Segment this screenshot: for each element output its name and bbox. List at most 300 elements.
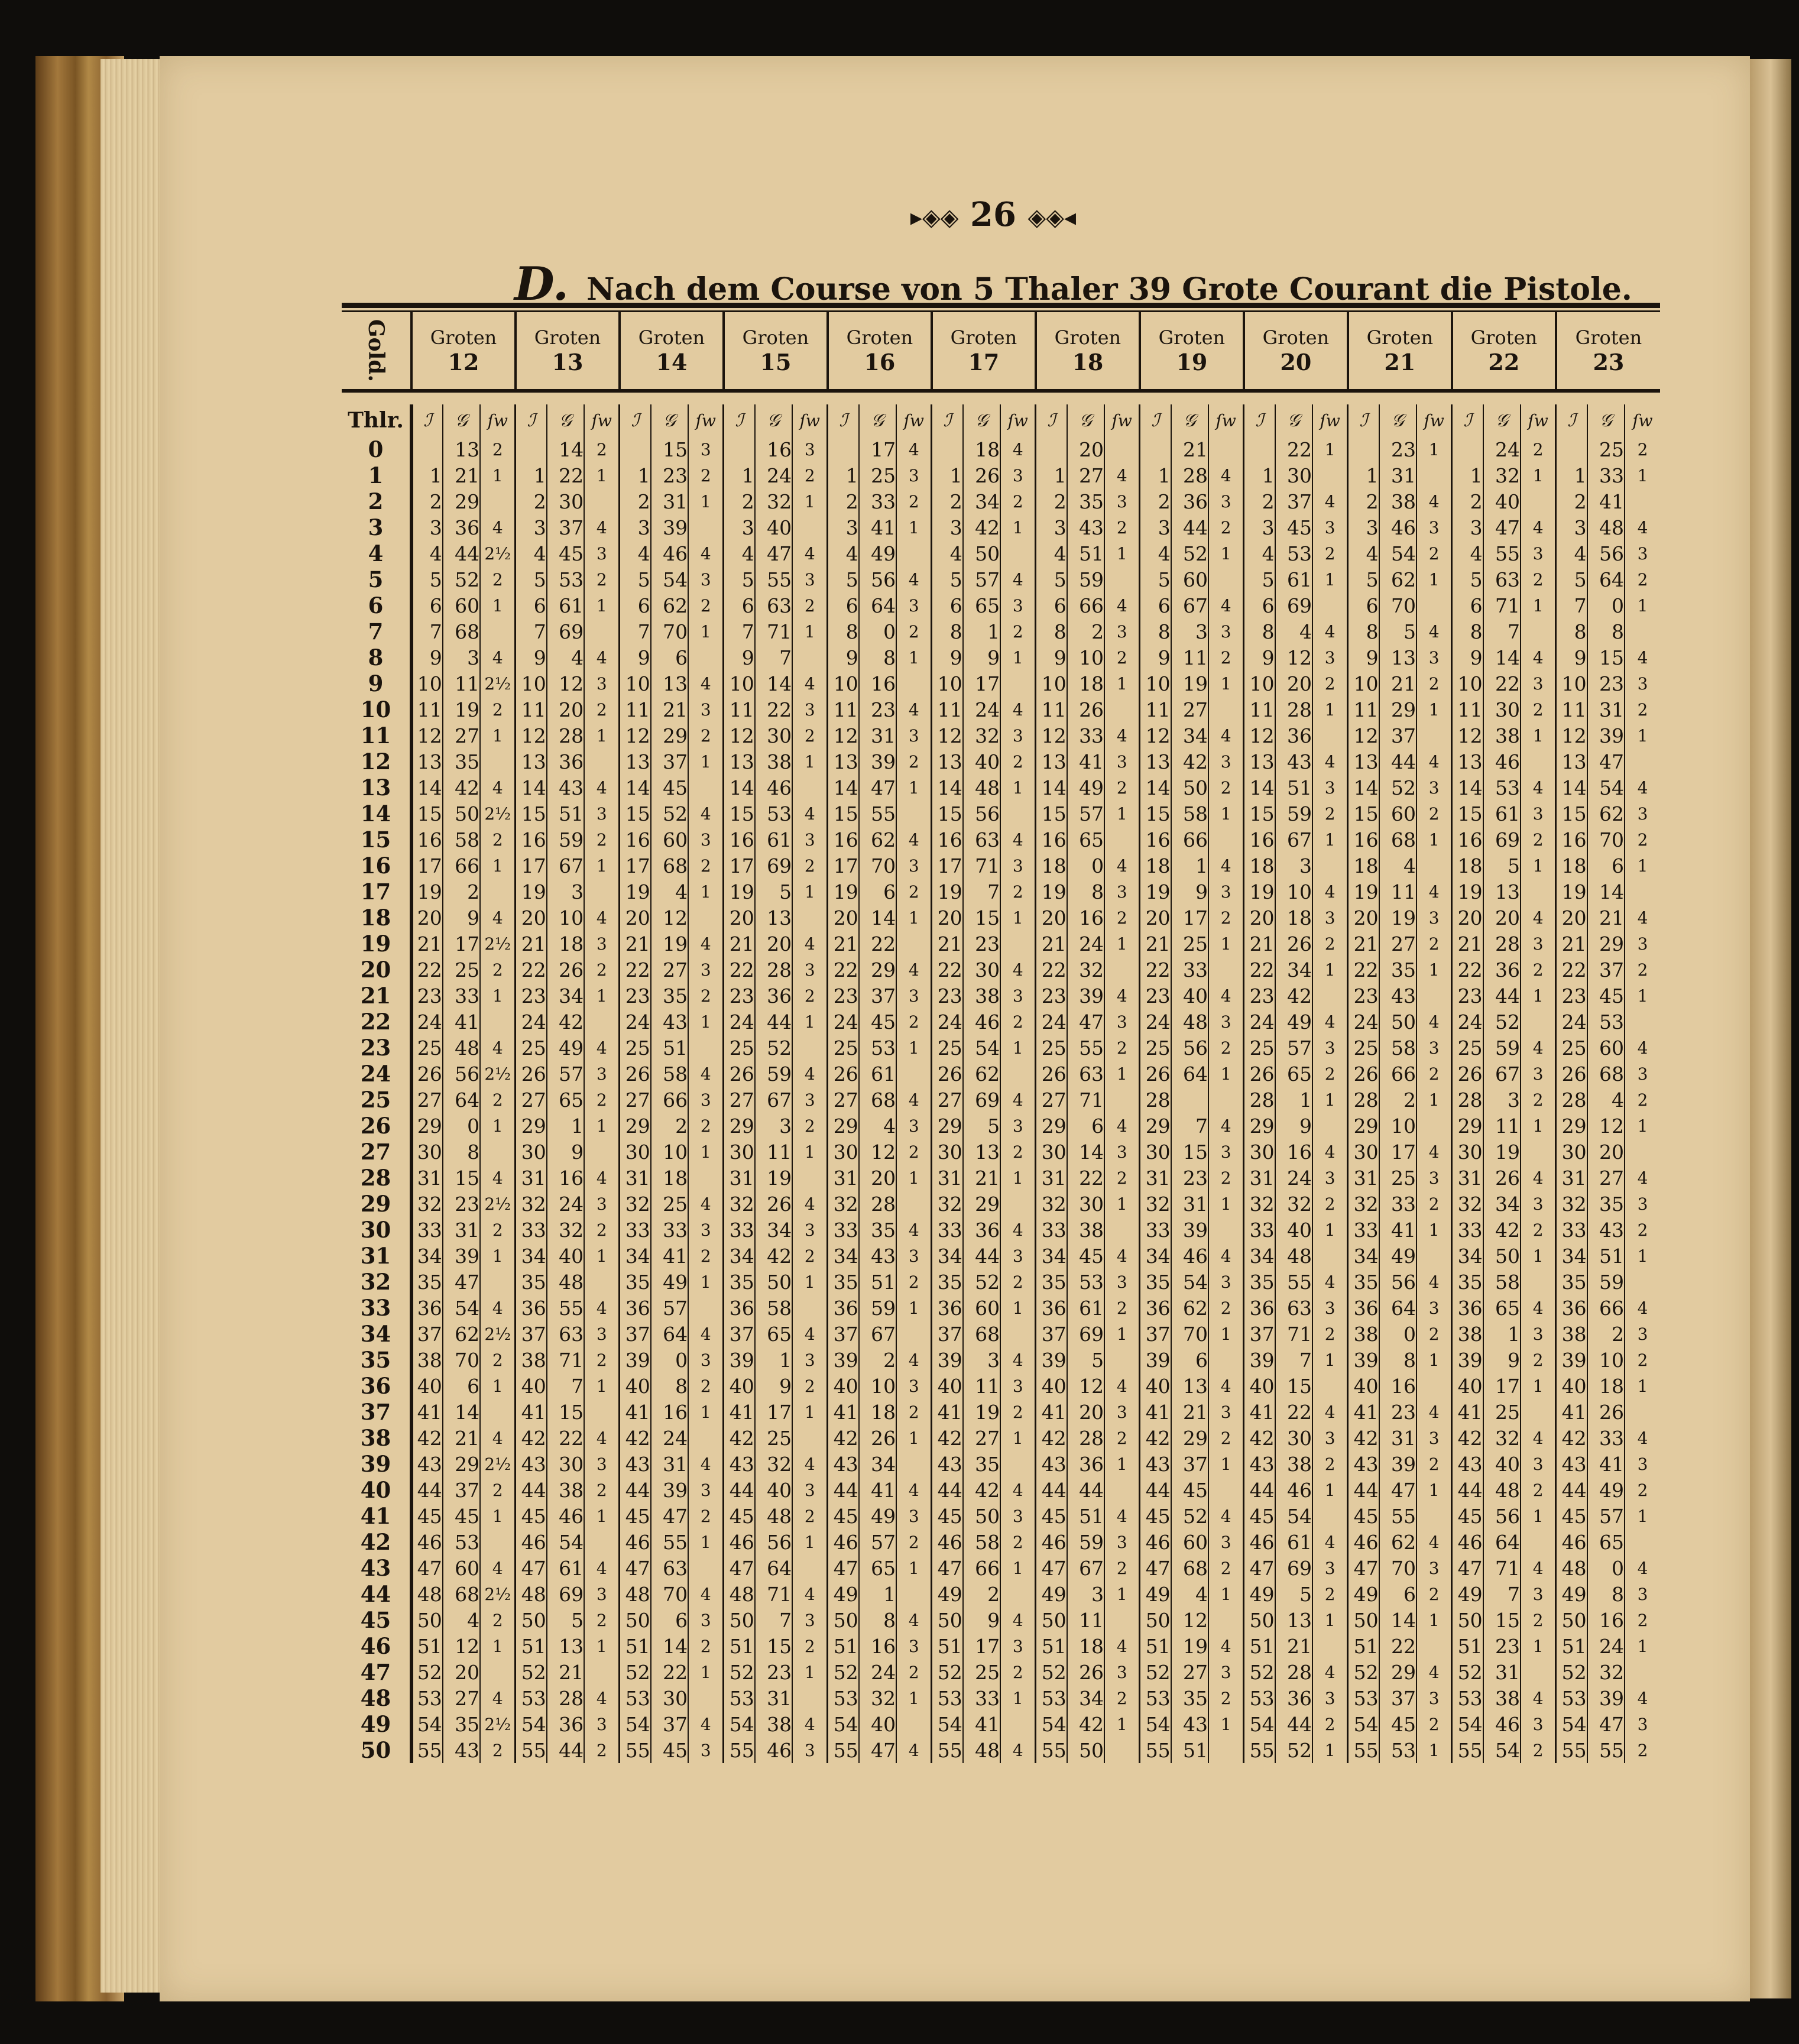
pfennig-cell: 1 xyxy=(792,488,828,514)
mark-cell: 15 xyxy=(932,801,963,827)
mark-cell: 22 xyxy=(828,957,859,983)
mark-cell: 30 xyxy=(1036,1139,1067,1165)
thaler-cell: 3 xyxy=(342,514,411,540)
pfennig-cell: 2 xyxy=(1312,1711,1348,1737)
mark-cell xyxy=(620,436,651,462)
schilling-cell: 27 xyxy=(651,957,688,983)
table-row xyxy=(342,957,1660,983)
mark-cell: 35 xyxy=(1244,1269,1275,1295)
schilling-cell: 18 xyxy=(859,1399,896,1425)
schilling-cell: 33 xyxy=(859,488,896,514)
column-header xyxy=(1244,312,1348,391)
mark-cell: 24 xyxy=(932,1009,963,1035)
schilling-cell: 36 xyxy=(755,983,792,1009)
mark-cell: 48 xyxy=(516,1581,547,1607)
mark-cell: 53 xyxy=(1140,1685,1171,1711)
pfennig-cell: 2 xyxy=(1208,1555,1244,1581)
schilling-cell: 25 xyxy=(443,957,480,983)
thaler-cell: 39 xyxy=(342,1451,411,1477)
pfennig-cell xyxy=(480,1009,516,1035)
pfennig-cell xyxy=(896,1451,932,1477)
schilling-cell: 18 xyxy=(547,931,584,957)
mark-cell: 54 xyxy=(1140,1711,1171,1737)
pfennig-cell: 2 xyxy=(896,1009,932,1035)
pfennig-cell: 3 xyxy=(584,931,620,957)
pfennig-cell: 3 xyxy=(1625,1061,1660,1087)
pfennig-cell xyxy=(1521,1659,1556,1685)
pfennig-cell: 3 xyxy=(584,1321,620,1347)
mark-cell: 53 xyxy=(1348,1685,1379,1711)
schilling-cell: 10 xyxy=(1587,1347,1625,1373)
table-row xyxy=(342,618,1660,644)
pfennig-cell: 4 xyxy=(896,1087,932,1113)
schilling-cell: 22 xyxy=(755,697,792,723)
schilling-cell: 40 xyxy=(755,1477,792,1503)
schilling-cell: 3 xyxy=(1483,1087,1521,1113)
pfennig-cell: 3 xyxy=(1000,462,1036,488)
schilling-cell: 16 xyxy=(859,1633,896,1659)
column-header-word: Groten xyxy=(430,326,497,349)
schilling-cell: 48 xyxy=(547,1269,584,1295)
mark-cell: 4 xyxy=(411,540,443,566)
pfennig-cell: 2 xyxy=(1625,1477,1660,1503)
mark-cell: 29 xyxy=(724,1113,755,1139)
thaler-cell: 49 xyxy=(342,1711,411,1737)
mark-cell: 41 xyxy=(1036,1399,1067,1425)
schilling-cell: 60 xyxy=(1171,1529,1208,1555)
pfennig-cell: 2 xyxy=(1000,749,1036,775)
schilling-cell: 47 xyxy=(859,775,896,801)
thaler-cell: 34 xyxy=(342,1321,411,1347)
pfennig-cell: 4 xyxy=(1104,1113,1140,1139)
mark-cell: 35 xyxy=(1348,1269,1379,1295)
mark-cell: 47 xyxy=(411,1555,443,1581)
schilling-cell: 14 xyxy=(651,1633,688,1659)
schilling-cell: 24 xyxy=(1483,436,1521,462)
mark-cell: 43 xyxy=(1348,1451,1379,1477)
pfennig-cell xyxy=(480,879,516,905)
pfennig-cell: 2 xyxy=(1416,931,1452,957)
schilling-cell: 10 xyxy=(547,905,584,931)
mark-cell: 34 xyxy=(516,1243,547,1269)
pfennig-cell xyxy=(1312,1243,1348,1269)
pfennig-cell: 4 xyxy=(1208,1633,1244,1659)
pfennig-cell: 1 xyxy=(1416,1477,1452,1503)
pfennig-cell: 1 xyxy=(1104,1061,1140,1087)
pfennig-cell: 4 xyxy=(1521,1425,1556,1451)
unit-label: ℐ xyxy=(1244,404,1275,436)
schilling-cell: 40 xyxy=(755,514,792,540)
schilling-cell: 23 xyxy=(651,462,688,488)
pfennig-cell xyxy=(1104,1217,1140,1243)
schilling-cell: 60 xyxy=(443,1555,480,1581)
pfennig-cell: 3 xyxy=(1625,1451,1660,1477)
pfennig-cell: 1 xyxy=(688,618,724,644)
pfennig-cell: 4 xyxy=(1000,1347,1036,1373)
mark-cell: 54 xyxy=(1244,1711,1275,1737)
pfennig-cell: 2 xyxy=(584,957,620,983)
pfennig-cell: 3 xyxy=(896,1373,932,1399)
pfennig-cell: 1 xyxy=(1625,983,1660,1009)
mark-cell: 9 xyxy=(1244,644,1275,670)
pfennig-cell: 2 xyxy=(1104,514,1140,540)
mark-cell: 21 xyxy=(1036,931,1067,957)
mark-cell: 16 xyxy=(411,827,443,853)
schilling-cell: 53 xyxy=(547,566,584,592)
pfennig-cell: 1 xyxy=(1312,566,1348,592)
schilling-cell: 61 xyxy=(547,1555,584,1581)
schilling-cell: 66 xyxy=(443,853,480,879)
pfennig-cell: 1 xyxy=(1208,1451,1244,1477)
schilling-cell: 66 xyxy=(1171,827,1208,853)
schilling-cell: 63 xyxy=(651,1555,688,1581)
mark-cell: 34 xyxy=(620,1243,651,1269)
mark-cell: 19 xyxy=(828,879,859,905)
mark-cell: 55 xyxy=(724,1737,755,1763)
schilling-cell: 67 xyxy=(1067,1555,1104,1581)
pfennig-cell: 1 xyxy=(1625,592,1660,618)
mark-cell: 16 xyxy=(828,827,859,853)
schilling-cell: 44 xyxy=(1171,514,1208,540)
mark-cell: 47 xyxy=(1452,1555,1483,1581)
mark-cell xyxy=(1036,436,1067,462)
pfennig-cell: 1 xyxy=(896,775,932,801)
schilling-cell: 52 xyxy=(755,1035,792,1061)
pfennig-cell: 2 xyxy=(688,462,724,488)
schilling-cell: 50 xyxy=(1067,1737,1104,1763)
schilling-cell: 47 xyxy=(755,540,792,566)
pfennig-cell: 1 xyxy=(1521,462,1556,488)
schilling-cell: 51 xyxy=(1171,1737,1208,1763)
mark-cell: 42 xyxy=(932,1425,963,1451)
schilling-cell: 31 xyxy=(755,1685,792,1711)
schilling-cell: 65 xyxy=(859,1555,896,1581)
schilling-cell: 11 xyxy=(1171,644,1208,670)
pfennig-cell xyxy=(1312,983,1348,1009)
schilling-cell: 1 xyxy=(547,1113,584,1139)
pfennig-cell: 2 xyxy=(584,1737,620,1763)
table-row xyxy=(342,827,1660,853)
mark-cell: 16 xyxy=(724,827,755,853)
schilling-cell: 36 xyxy=(547,1711,584,1737)
schilling-cell: 15 xyxy=(547,1399,584,1425)
pfennig-cell: 3 xyxy=(1000,723,1036,749)
schilling-cell: 69 xyxy=(547,618,584,644)
pfennig-cell: 2 xyxy=(1208,1295,1244,1321)
pfennig-cell: 2 xyxy=(1312,1581,1348,1607)
pfennig-cell: 2 xyxy=(480,697,516,723)
mark-cell: 12 xyxy=(932,723,963,749)
table-row xyxy=(342,1659,1660,1685)
pfennig-cell: 1 xyxy=(480,1113,516,1139)
pfennig-cell: 4 xyxy=(896,1607,932,1633)
mark-cell: 16 xyxy=(932,827,963,853)
schilling-cell: 34 xyxy=(963,488,1000,514)
mark-cell: 44 xyxy=(1556,1477,1587,1503)
schilling-cell: 37 xyxy=(1275,488,1312,514)
schilling-cell: 43 xyxy=(443,1737,480,1763)
mark-cell: 4 xyxy=(932,540,963,566)
schilling-cell: 9 xyxy=(963,644,1000,670)
pfennig-cell: 4 xyxy=(1208,1243,1244,1269)
mark-cell: 45 xyxy=(724,1503,755,1529)
mark-cell: 47 xyxy=(516,1555,547,1581)
mark-cell: 43 xyxy=(932,1451,963,1477)
schilling-cell: 53 xyxy=(755,801,792,827)
pfennig-cell: 4 xyxy=(1208,1503,1244,1529)
pfennig-cell: 1 xyxy=(1521,592,1556,618)
mark-cell: 26 xyxy=(1556,1061,1587,1087)
pfennig-cell: 2 xyxy=(1312,670,1348,697)
mark-cell: 12 xyxy=(1452,723,1483,749)
pfennig-cell: 3 xyxy=(1416,1165,1452,1191)
table-row xyxy=(342,514,1660,540)
pfennig-cell xyxy=(1416,723,1452,749)
mark-cell: 49 xyxy=(1348,1581,1379,1607)
pfennig-cell: 2 xyxy=(688,1243,724,1269)
unit-label: ſw xyxy=(1416,404,1452,436)
schilling-cell: 18 xyxy=(1067,670,1104,697)
mark-cell: 23 xyxy=(1140,983,1171,1009)
mark-cell: 2 xyxy=(1452,488,1483,514)
schilling-cell: 16 xyxy=(1275,1139,1312,1165)
schilling-cell: 58 xyxy=(443,827,480,853)
pfennig-cell: 2 xyxy=(1000,618,1036,644)
schilling-cell: 42 xyxy=(1483,1217,1521,1243)
pfennig-cell: 4 xyxy=(1521,775,1556,801)
mark-cell: 2 xyxy=(620,488,651,514)
schilling-cell: 37 xyxy=(651,749,688,775)
pfennig-cell: 4 xyxy=(896,957,932,983)
pfennig-cell: 3 xyxy=(584,1451,620,1477)
pfennig-cell xyxy=(1312,592,1348,618)
mark-cell: 33 xyxy=(516,1217,547,1243)
schilling-cell: 30 xyxy=(755,723,792,749)
column-header xyxy=(1556,312,1660,391)
mark-cell: 30 xyxy=(1556,1139,1587,1165)
pfennig-cell: 2 xyxy=(584,1087,620,1113)
mark-cell: 47 xyxy=(1140,1555,1171,1581)
pfennig-cell xyxy=(480,1529,516,1555)
unit-label: 𝒢 xyxy=(1379,404,1416,436)
mark-cell: 14 xyxy=(932,775,963,801)
mark-cell: 19 xyxy=(516,879,547,905)
pfennig-cell: 2 xyxy=(1625,1087,1660,1113)
mark-cell: 3 xyxy=(1140,514,1171,540)
unit-label: ſw xyxy=(480,404,516,436)
pfennig-cell: 2 xyxy=(1000,1399,1036,1425)
pfennig-cell: 1 xyxy=(896,1555,932,1581)
schilling-cell: 21 xyxy=(1171,436,1208,462)
mark-cell: 3 xyxy=(724,514,755,540)
mark-cell: 14 xyxy=(411,775,443,801)
schilling-cell: 58 xyxy=(651,1061,688,1087)
mark-cell: 35 xyxy=(828,1269,859,1295)
pfennig-cell: 1 xyxy=(1000,905,1036,931)
pfennig-cell: 4 xyxy=(896,1477,932,1503)
schilling-cell: 44 xyxy=(755,1009,792,1035)
schilling-cell: 66 xyxy=(1587,1295,1625,1321)
schilling-cell: 25 xyxy=(1379,1165,1416,1191)
schilling-cell: 11 xyxy=(1067,1607,1104,1633)
mark-cell: 52 xyxy=(724,1659,755,1685)
pfennig-cell: 1 xyxy=(1416,697,1452,723)
mark-cell: 45 xyxy=(620,1503,651,1529)
pfennig-cell xyxy=(1000,801,1036,827)
schilling-cell: 55 xyxy=(1483,540,1521,566)
mark-cell: 13 xyxy=(411,749,443,775)
pfennig-cell: 1 xyxy=(688,1009,724,1035)
schilling-cell: 24 xyxy=(651,1425,688,1451)
mark-cell: 53 xyxy=(411,1685,443,1711)
schilling-cell: 44 xyxy=(1483,983,1521,1009)
mark-cell: 42 xyxy=(1556,1425,1587,1451)
pfennig-cell: 1 xyxy=(688,879,724,905)
schilling-cell: 65 xyxy=(547,1087,584,1113)
schilling-cell: 40 xyxy=(1483,1451,1521,1477)
pfennig-cell xyxy=(584,1399,620,1425)
mark-cell: 42 xyxy=(828,1425,859,1451)
mark-cell: 20 xyxy=(411,905,443,931)
mark-cell xyxy=(1140,436,1171,462)
schilling-cell: 14 xyxy=(859,905,896,931)
mark-cell: 50 xyxy=(1140,1607,1171,1633)
mark-cell: 33 xyxy=(1452,1217,1483,1243)
mark-cell: 24 xyxy=(411,1009,443,1035)
mark-cell: 10 xyxy=(1348,670,1379,697)
pfennig-cell xyxy=(1416,592,1452,618)
schilling-cell: 48 xyxy=(1483,1477,1521,1503)
mark-cell: 34 xyxy=(932,1243,963,1269)
thaler-cell: 1 xyxy=(342,462,411,488)
schilling-cell: 32 xyxy=(1275,1191,1312,1217)
mark-cell: 46 xyxy=(1036,1529,1067,1555)
pfennig-cell: 2 xyxy=(1208,905,1244,931)
schilling-cell: 29 xyxy=(1379,1659,1416,1685)
pfennig-cell xyxy=(1521,1009,1556,1035)
schilling-cell: 51 xyxy=(859,1269,896,1295)
mark-cell: 3 xyxy=(620,514,651,540)
pfennig-cell: 3 xyxy=(792,1737,828,1763)
mark-cell: 13 xyxy=(932,749,963,775)
pfennig-cell: 2 xyxy=(688,1373,724,1399)
schilling-cell: 53 xyxy=(1379,1737,1416,1763)
schilling-cell: 67 xyxy=(1171,592,1208,618)
table-row xyxy=(342,1165,1660,1191)
mark-cell: 44 xyxy=(1036,1477,1067,1503)
schilling-cell: 32 xyxy=(755,1451,792,1477)
schilling-cell: 50 xyxy=(963,1503,1000,1529)
mark-cell: 8 xyxy=(932,618,963,644)
pfennig-cell: 4 xyxy=(688,540,724,566)
pfennig-cell: 1 xyxy=(896,1035,932,1061)
pfennig-cell: 1 xyxy=(688,1269,724,1295)
column-header-number: 18 xyxy=(1072,348,1104,375)
schilling-cell: 47 xyxy=(859,1737,896,1763)
pfennig-cell: 2 xyxy=(792,1633,828,1659)
mark-cell: 5 xyxy=(411,566,443,592)
pfennig-cell xyxy=(1000,1711,1036,1737)
table-row xyxy=(342,1477,1660,1503)
pfennig-cell: 4 xyxy=(1416,618,1452,644)
schilling-cell: 6 xyxy=(1171,1347,1208,1373)
pfennig-cell: 2 xyxy=(1416,1451,1452,1477)
schilling-cell: 19 xyxy=(651,931,688,957)
pfennig-cell: 2 xyxy=(792,1113,828,1139)
mark-cell: 12 xyxy=(1556,723,1587,749)
schilling-cell: 64 xyxy=(1379,1295,1416,1321)
mark-cell: 19 xyxy=(1140,879,1171,905)
mark-cell: 9 xyxy=(1140,644,1171,670)
thaler-cell: 4 xyxy=(342,540,411,566)
mark-cell: 2 xyxy=(1244,488,1275,514)
pfennig-cell xyxy=(792,1555,828,1581)
mark-cell: 14 xyxy=(1140,775,1171,801)
mark-cell: 14 xyxy=(620,775,651,801)
schilling-cell: 54 xyxy=(963,1035,1000,1061)
pfennig-cell: 2½ xyxy=(480,1191,516,1217)
mark-cell: 20 xyxy=(724,905,755,931)
schilling-cell: 31 xyxy=(1587,697,1625,723)
pfennig-cell xyxy=(792,1035,828,1061)
schilling-cell: 63 xyxy=(755,592,792,618)
thaler-cell: 25 xyxy=(342,1087,411,1113)
mark-cell: 33 xyxy=(1556,1217,1587,1243)
schilling-cell: 62 xyxy=(1379,1529,1416,1555)
pfennig-cell: 2 xyxy=(1521,1217,1556,1243)
thaler-cell: 7 xyxy=(342,618,411,644)
pfennig-cell: 3 xyxy=(1521,931,1556,957)
pfennig-cell: 3 xyxy=(584,1711,620,1737)
schilling-cell: 31 xyxy=(1483,1659,1521,1685)
pfennig-cell: 4 xyxy=(688,1191,724,1217)
mark-cell: 42 xyxy=(1348,1425,1379,1451)
mark-cell: 1 xyxy=(620,462,651,488)
mark-cell: 5 xyxy=(1556,566,1587,592)
pfennig-cell: 3 xyxy=(688,436,724,462)
mark-cell: 13 xyxy=(1556,749,1587,775)
schilling-cell: 56 xyxy=(1379,1269,1416,1295)
pfennig-cell xyxy=(688,1555,724,1581)
mark-cell: 13 xyxy=(1348,749,1379,775)
schilling-cell: 47 xyxy=(1067,1009,1104,1035)
schilling-cell: 45 xyxy=(1067,1243,1104,1269)
table-row xyxy=(342,1113,1660,1139)
schilling-cell: 63 xyxy=(963,827,1000,853)
pfennig-cell: 2½ xyxy=(480,1321,516,1347)
schilling-cell: 4 xyxy=(443,1607,480,1633)
column-header-word: Groten xyxy=(742,326,809,349)
schilling-cell: 26 xyxy=(1067,1659,1104,1685)
pfennig-cell: 3 xyxy=(1104,1139,1140,1165)
pfennig-cell: 1 xyxy=(1208,1581,1244,1607)
schilling-cell: 17 xyxy=(1379,1139,1416,1165)
mark-cell: 44 xyxy=(620,1477,651,1503)
schilling-cell: 52 xyxy=(443,566,480,592)
mark-cell: 36 xyxy=(1348,1295,1379,1321)
schilling-cell: 23 xyxy=(859,697,896,723)
schilling-cell: 26 xyxy=(547,957,584,983)
pfennig-cell: 1 xyxy=(1104,1451,1140,1477)
mark-cell: 14 xyxy=(1244,775,1275,801)
mark-cell xyxy=(1452,436,1483,462)
schilling-cell: 12 xyxy=(1171,1607,1208,1633)
mark-cell: 26 xyxy=(932,1061,963,1087)
pfennig-cell xyxy=(1000,931,1036,957)
pfennig-cell: 4 xyxy=(1312,1009,1348,1035)
mark-cell: 41 xyxy=(1556,1399,1587,1425)
mark-cell: 30 xyxy=(828,1139,859,1165)
